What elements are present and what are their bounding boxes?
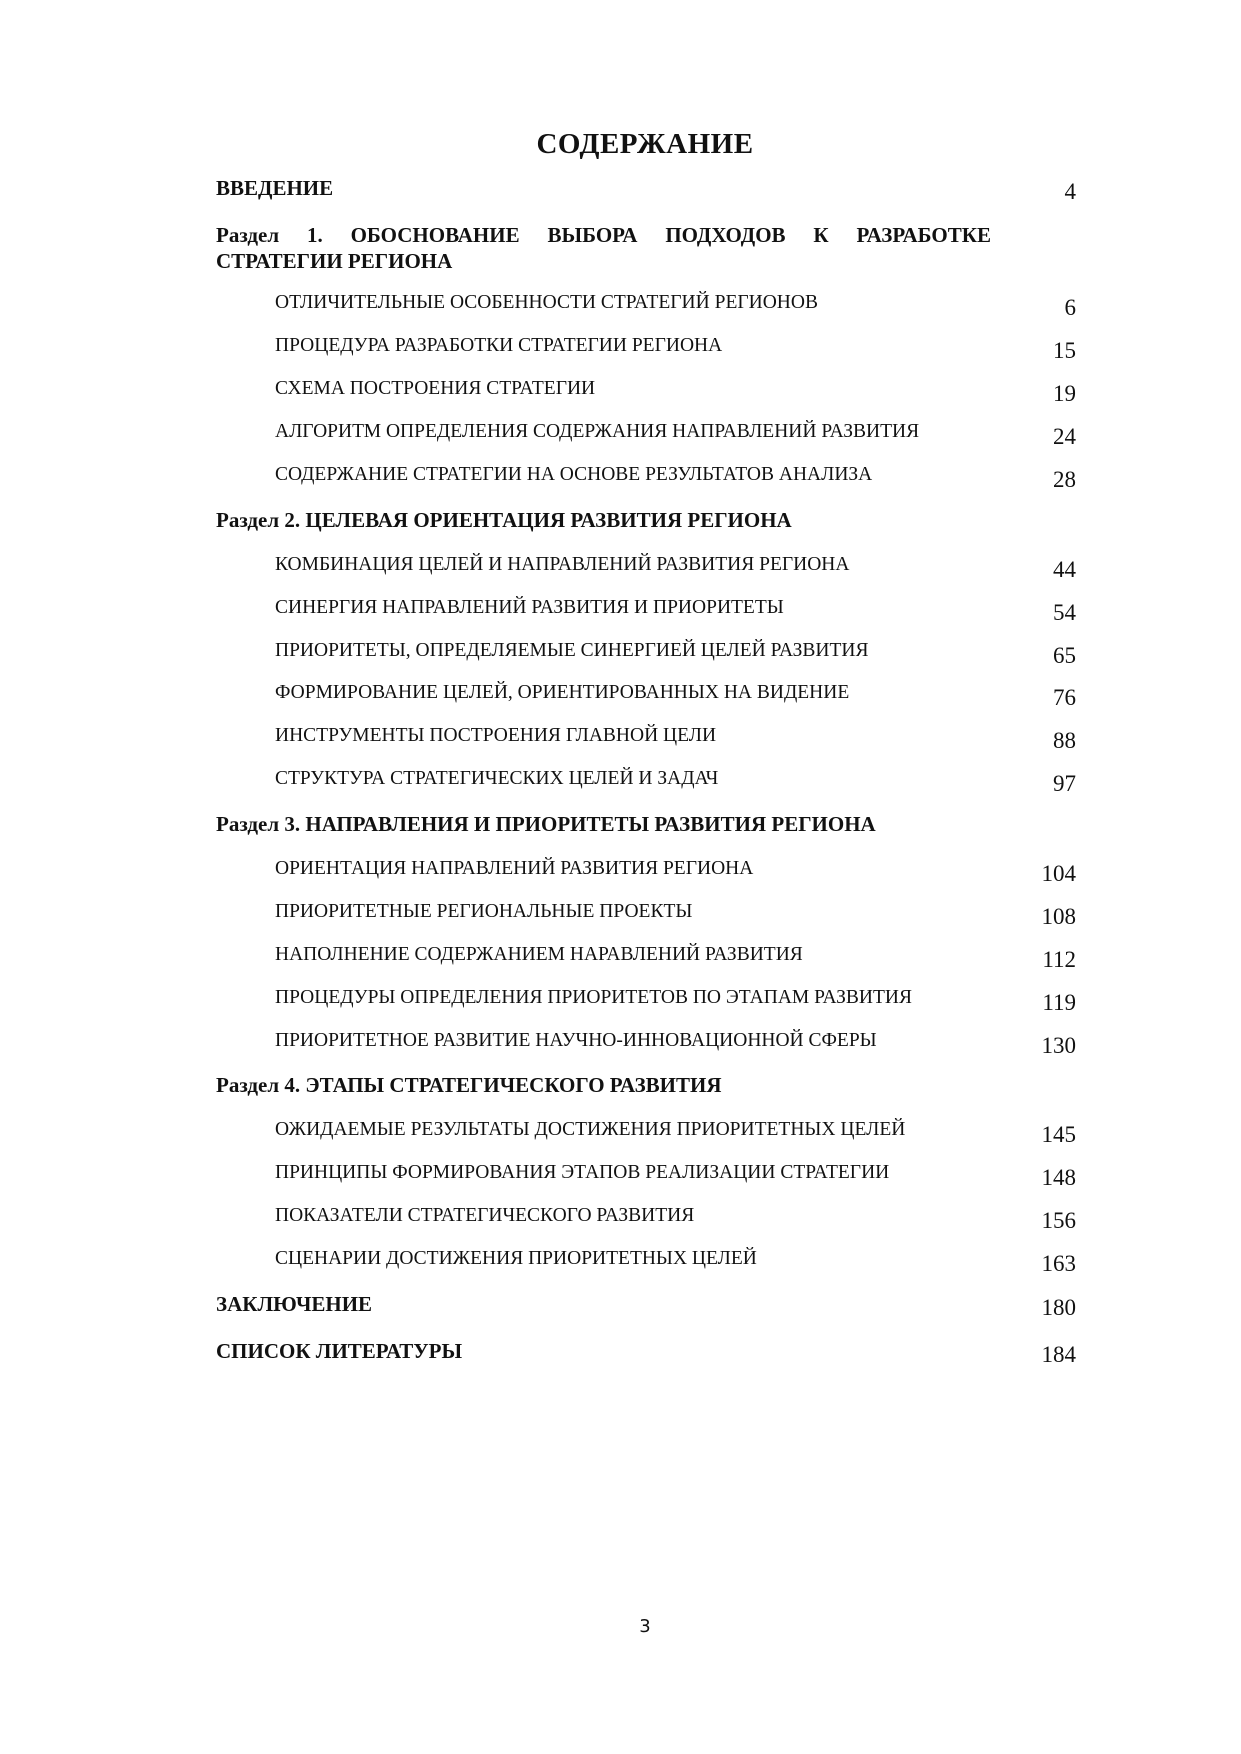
toc-entry-page: 15 [1053,338,1076,363]
toc-entry-title: ПОКАЗАТЕЛИ СТРАТЕГИЧЕСКОГО РАЗВИТИЯ [275,1205,695,1226]
toc-entry-introduction[interactable] [216,176,1076,206]
toc-entry-title: ОРИЕНТАЦИЯ НАПРАВЛЕНИЙ РАЗВИТИЯ РЕГИОНА [275,858,754,879]
toc-entry[interactable] [216,640,1076,670]
section-heading-3[interactable]: Раздел 3. НАПРАВЛЕНИЯ И ПРИОРИТЕТЫ РАЗВИТИЯ РЕГИОНА [216,812,876,836]
section-heading-2[interactable]: Раздел 2. ЦЕЛЕВАЯ ОРИЕНТАЦИЯ РАЗВИТИЯ РЕГИОНА [216,508,792,532]
toc-entry-page: 130 [1041,1033,1076,1058]
toc-entry[interactable] [216,944,1076,974]
toc-entry-page: 6 [1064,295,1076,320]
toc-entry-title: СОДЕРЖАНИЕ СТРАТЕГИИ НА ОСНОВЕ РЕЗУЛЬТАТОВ АНАЛИЗА [275,464,873,485]
toc-entry-page: 44 [1053,557,1076,582]
toc-entry-page: 76 [1053,685,1076,710]
toc-entry-title: ПРИОРИТЕТНЫЕ РЕГИОНАЛЬНЫЕ ПРОЕКТЫ [275,901,693,922]
toc-entry[interactable] [216,292,1076,322]
toc-entry[interactable] [216,682,1076,712]
toc-entry-title: СИНЕРГИЯ НАПРАВЛЕНИЙ РАЗВИТИЯ И ПРИОРИТЕТЫ [275,597,784,618]
toc-entry-page: 88 [1053,728,1076,753]
toc-entry-page: 184 [1041,1342,1076,1367]
toc-entry-page: 19 [1053,381,1076,406]
toc-entry[interactable] [216,464,1076,494]
toc-entry-title: ОТЛИЧИТЕЛЬНЫЕ ОСОБЕННОСТИ СТРАТЕГИЙ РЕГИОНОВ [275,292,818,313]
toc-entry[interactable] [216,335,1076,365]
toc-entry-page: 108 [1041,904,1076,929]
toc-entry-page: 148 [1041,1165,1076,1190]
toc-entry-title: АЛГОРИТМ ОПРЕДЕЛЕНИЯ СОДЕРЖАНИЯ НАПРАВЛЕНИЙ РАЗВИТИЯ [275,421,920,442]
toc-entry-page: 104 [1041,861,1076,886]
toc-entry-title: СПИСОК ЛИТЕРАТУРЫ [216,1339,463,1363]
toc-entry-page: 54 [1053,600,1076,625]
toc-entry[interactable] [216,1248,1076,1278]
toc-entry[interactable] [216,1205,1076,1235]
toc-entry-title: ВВЕДЕНИЕ [216,176,334,200]
toc-entry[interactable] [216,858,1076,888]
toc-entry-title: ОЖИДАЕМЫЕ РЕЗУЛЬТАТЫ ДОСТИЖЕНИЯ ПРИОРИТЕТНЫХ ЦЕЛЕЙ [275,1119,906,1140]
toc-entry-page: 112 [1042,947,1076,972]
toc-entry-page: 4 [1064,179,1076,204]
toc-entry-title: НАПОЛНЕНИЕ СОДЕРЖАНИЕМ НАРАВЛЕНИЙ РАЗВИТИЯ [275,944,803,965]
toc-entry-title: ФОРМИРОВАНИЕ ЦЕЛЕЙ, ОРИЕНТИРОВАННЫХ НА ВИДЕНИЕ [275,682,850,703]
toc-entry-page: 163 [1041,1251,1076,1276]
toc-entry-page: 156 [1041,1208,1076,1233]
toc-entry-title: ПРИОРИТЕТЫ, ОПРЕДЕЛЯЕМЫЕ СИНЕРГИЕЙ ЦЕЛЕЙ РАЗВИТИЯ [275,640,869,661]
toc-entry-title: ЗАКЛЮЧЕНИЕ [216,1292,373,1316]
toc-entry[interactable] [216,421,1076,451]
toc-entry-title: СТРУКТУРА СТРАТЕГИЧЕСКИХ ЦЕЛЕЙ И ЗАДАЧ [275,768,719,789]
toc-entry[interactable] [216,768,1076,798]
section-heading-line: СТРАТЕГИИ РЕГИОНА [216,249,453,273]
page-number: 3 [639,1616,651,1637]
toc-entry[interactable] [216,1030,1076,1060]
toc-entry-references[interactable] [216,1339,1076,1369]
toc-entry[interactable] [216,1162,1076,1192]
toc-entry[interactable] [216,725,1076,755]
toc-entry-title: ПРОЦЕДУРА РАЗРАБОТКИ СТРАТЕГИИ РЕГИОНА [275,335,723,356]
toc-entry[interactable] [216,901,1076,931]
section-heading-line: Раздел 1. ОБОСНОВАНИЕ ВЫБОРА ПОДХОДОВ К РАЗРАБОТКЕ [216,223,991,247]
toc-entry-title: ПРИОРИТЕТНОЕ РАЗВИТИЕ НАУЧНО-ИННОВАЦИОННОЙ СФЕРЫ [275,1030,877,1051]
toc-entry-title: ИНСТРУМЕНТЫ ПОСТРОЕНИЯ ГЛАВНОЙ ЦЕЛИ [275,725,717,746]
toc-entry-page: 97 [1053,771,1076,796]
toc-entry-title: ПРОЦЕДУРЫ ОПРЕДЕЛЕНИЯ ПРИОРИТЕТОВ ПО ЭТАПАМ РАЗВИТИЯ [275,987,912,1008]
section-heading-4[interactable]: Раздел 4. ЭТАПЫ СТРАТЕГИЧЕСКОГО РАЗВИТИЯ [216,1073,722,1097]
toc-entry-page: 119 [1042,990,1076,1015]
toc-entry[interactable] [216,554,1076,584]
section-heading-1[interactable] [216,222,991,274]
toc-entry[interactable] [216,378,1076,408]
page-title: СОДЕРЖАНИЕ [536,128,754,160]
toc-entry-title: КОМБИНАЦИЯ ЦЕЛЕЙ И НАПРАВЛЕНИЙ РАЗВИТИЯ РЕГИОНА [275,554,850,575]
toc-entry-conclusion[interactable] [216,1292,1076,1322]
toc-entry-page: 65 [1053,643,1076,668]
toc-entry[interactable] [216,1119,1076,1149]
toc-entry-page: 24 [1053,424,1076,449]
toc-entry[interactable] [216,597,1076,627]
toc-entry-title: ПРИНЦИПЫ ФОРМИРОВАНИЯ ЭТАПОВ РЕАЛИЗАЦИИ СТРАТЕГИИ [275,1162,890,1183]
toc-entry-page: 180 [1041,1295,1076,1320]
toc-entry-title: СЦЕНАРИИ ДОСТИЖЕНИЯ ПРИОРИТЕТНЫХ ЦЕЛЕЙ [275,1248,757,1269]
toc-entry-page: 145 [1041,1122,1076,1147]
toc-entry[interactable] [216,987,1076,1017]
toc-entry-page: 28 [1053,467,1076,492]
toc-entry-title: СХЕМА ПОСТРОЕНИЯ СТРАТЕГИИ [275,378,596,399]
